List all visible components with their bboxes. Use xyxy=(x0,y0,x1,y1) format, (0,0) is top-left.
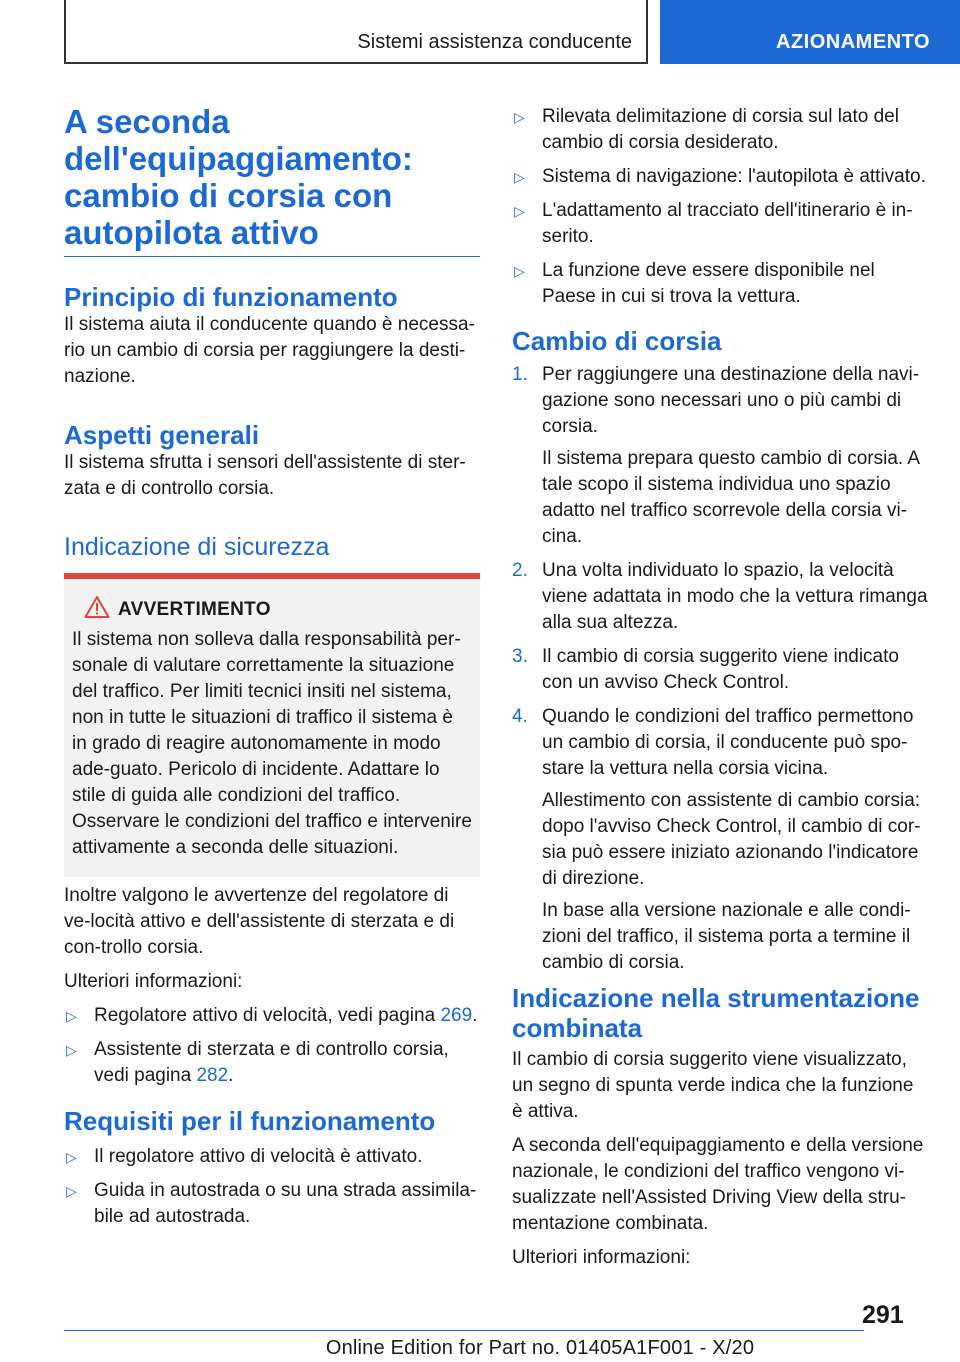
title-rule xyxy=(64,256,480,257)
triangle-bullet-icon: ▷ xyxy=(66,1042,77,1058)
step-number: 2. xyxy=(512,560,528,581)
lane-change-section xyxy=(512,326,928,984)
info-list xyxy=(64,1003,480,1089)
triangle-bullet-icon: ▷ xyxy=(514,109,525,125)
list-item: 4. Quando le condizioni del traffico permettono un cambio di corsia, il conducente può spo-stare la vettura nella corsia vicina. Allestimento con assistente di cambio corsia: dopo l'avviso Check Control, il cambio di cor-sia può essere iniziato azionando l'indicatore di direzione. In base alla versione nazionale e alle condi-zioni del traffico, il sistema porta a termine il cambio di corsia. xyxy=(512,706,921,973)
list-item: ▷ Assistente di sterzata e di controllo corsia, vedi pagina 282. xyxy=(66,1039,449,1086)
triangle-bullet-icon: ▷ xyxy=(514,263,525,279)
warning-label: AVVERTIMENTO xyxy=(118,599,271,620)
requirements-list-continued xyxy=(512,104,928,310)
principle-text: Il sistema aiuta il conducente quando è necessa-rio un cambio di corsia per raggiungere la desti-nazione. xyxy=(64,314,475,387)
header-chapter-tab[interactable] xyxy=(660,0,960,64)
list-item: ▷ Guida in autostrada o su una strada assimila-bile ad autostrada. xyxy=(66,1180,477,1227)
footer-edition: Online Edition for Part no. 01405A1F001 - X/20 xyxy=(325,1337,755,1359)
list-item: ▷ L'adattamento al tracciato dell'itinerario è in-serito. xyxy=(514,200,913,247)
warning-box xyxy=(64,579,480,877)
warning-header xyxy=(72,597,472,627)
steps-list xyxy=(512,362,928,976)
requirements-continued xyxy=(512,104,928,318)
list-item: ▷ Rilevata delimitazione di corsia sul lato del cambio di corsia desiderato. xyxy=(514,106,899,153)
general-heading: Aspetti generali xyxy=(64,420,260,450)
requirements-heading: Requisiti per il funzionamento xyxy=(64,1106,436,1136)
header-chapter-title: AZIONAMENTO xyxy=(776,31,931,53)
list-item: 2. Una volta individuato lo spazio, la velocità viene adattata in modo che la vettura rimanga alla sua altezza. xyxy=(512,560,928,633)
triangle-bullet-icon: ▷ xyxy=(66,1149,77,1165)
display-section xyxy=(512,983,928,1271)
step-number: 1. xyxy=(512,364,528,385)
lane-change-heading: Cambio di corsia xyxy=(512,326,722,356)
list-item: 3. Il cambio di corsia suggerito viene indicato con un avviso Check Control. xyxy=(512,646,899,693)
triangle-bullet-icon: ▷ xyxy=(66,1008,77,1024)
triangle-bullet-icon: ▷ xyxy=(514,169,525,185)
warning-text: Il sistema non solleva dalla responsabilità per-sonale di valutare correttamente la situazione del traffico. Per limiti tecnici insiti nel sistema, non in tutte le situazioni di traffico il sistema è in grado di reagire autonomamente in modo ade-guato. Pericolo di incidente. Adattare lo stile di guida alle condizioni del traffico. Osservare le condizioni del traffico e intervenire attivamente a seconda delle situazioni. xyxy=(72,629,472,858)
step-number: 3. xyxy=(512,646,528,667)
page-title: A seconda dell'equipaggiamento: cambio di corsia con autopilota attivo xyxy=(64,103,413,251)
step-number: 4. xyxy=(512,706,528,727)
general-text: Il sistema sfrutta i sensori dell'assistente di ster-zata e di controllo corsia. xyxy=(64,452,466,499)
safety-heading: Indicazione di sicurezza xyxy=(64,533,330,561)
list-item: ▷ Regolatore attivo di velocità, vedi pagina 269. xyxy=(64,1003,480,1029)
safety-section xyxy=(64,532,480,562)
also-section xyxy=(64,883,480,1097)
page-number: 291 xyxy=(862,1301,904,1329)
principle-section xyxy=(64,282,480,390)
footer-rule xyxy=(64,1330,864,1331)
also-text: Inoltre valgono le avvertenze del regolatore di ve-locità attivo e dell'assistente di sterzata e di con-trollo corsia. xyxy=(64,885,455,958)
requirements-list xyxy=(64,1144,480,1230)
principle-heading: Principio di funzionamento xyxy=(64,282,398,312)
display-text-2: A seconda dell'equipaggiamento e della versione nazionale, le condizioni del traffico vengono vi-sualizzate nell'Assisted Driving View della stru-mentazione combinata. xyxy=(512,1135,924,1234)
page-link-282[interactable]: 282 xyxy=(196,1065,229,1086)
triangle-bullet-icon: ▷ xyxy=(66,1183,77,1199)
warning-icon xyxy=(84,595,110,619)
header-section-title: Sistemi assistenza conducente xyxy=(357,31,632,53)
more-info-label: Ulteriori informazioni: xyxy=(512,1247,691,1268)
list-item: ▷ Il regolatore attivo di velocità è attivato. xyxy=(64,1144,480,1170)
list-item: 1. Per raggiungere una destinazione della navi-gazione sono necessari uno o più cambi di corsia. Il sistema prepara questo cambio di corsia. A tale scopo il sistema individua uno spazio adatto nel traffico scorrevole della corsia vi-cina. xyxy=(512,364,920,547)
display-heading: Indicazione nella strumentazione combinata xyxy=(512,983,920,1043)
general-section xyxy=(64,420,480,502)
page-link-269[interactable]: 269 xyxy=(440,1005,473,1026)
list-item: ▷ Sistema di navigazione: l'autopilota è attivato. xyxy=(512,164,928,190)
list-item: ▷ La funzione deve essere disponibile nel Paese in cui si trova la vettura. xyxy=(514,260,875,307)
requirements-section xyxy=(64,1106,480,1238)
header-section-box xyxy=(64,0,648,64)
display-text-1: Il cambio di corsia suggerito viene visualizzato, un segno di spunta verde indica che la funzione è attiva. xyxy=(512,1049,914,1122)
triangle-bullet-icon: ▷ xyxy=(514,203,525,219)
more-info-label: Ulteriori informazioni: xyxy=(64,971,243,992)
